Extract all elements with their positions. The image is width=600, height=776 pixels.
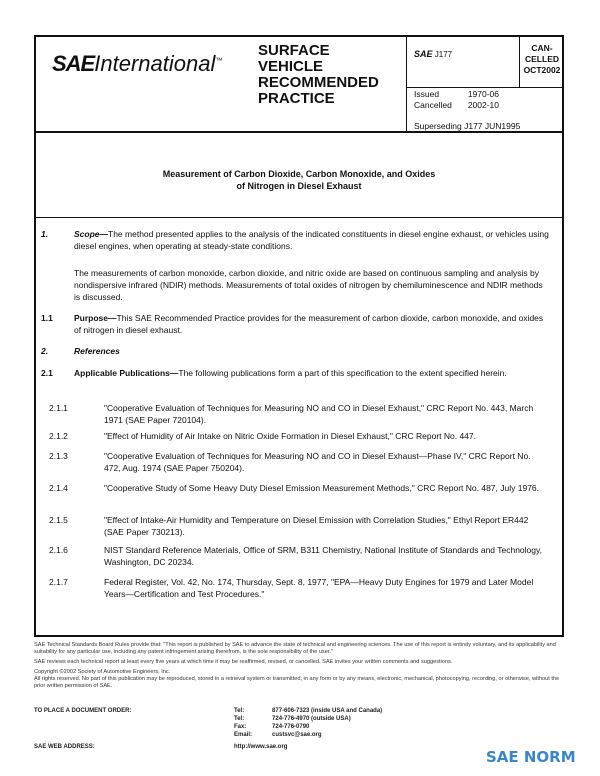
superseding: Superseding J177 JUN1995	[414, 121, 521, 131]
section-text: The method presented applies to the analysis of the indicated constituents in diesel engine exhaust, or vehicles using diesel engines, when operating at steady-state conditions.	[74, 229, 549, 251]
web-link[interactable]: http://www.sae.org	[234, 744, 288, 750]
order-value: 724-776-4970 (outside USA)	[272, 716, 351, 722]
section-number: 2.1.1	[49, 403, 68, 413]
section-text: "Effect of Humidity of Air Intake on Nitric Oxide Formation in Diesel Exhaust," CRC Report No. 447.	[104, 431, 476, 441]
section-number: 2.1.5	[49, 515, 68, 525]
section	[41, 345, 549, 357]
order-label: Email:	[234, 732, 253, 738]
order-contacts	[234, 707, 382, 739]
section-text: "Cooperative Study of Some Heavy Duty Diesel Emission Measurement Methods," CRC Report No. 487, July 1976.	[104, 483, 540, 493]
order-label: Tel:	[234, 708, 245, 714]
section	[41, 228, 549, 252]
section	[49, 544, 549, 568]
section	[49, 402, 549, 426]
footer: SAE Technical Standards Board Rules provide that: "This report is published by SAE to advance the state of technical and engineering sciences. The use of this report is entirely voluntary, and its applicability and suitability for any particular use, including any patent infringement arising therefrom, is the sole responsibility of the user." SAE reviews each technical report at least every five years at which time it may be reaffirmed, revised, or cancelled. SAE invites your written comments and suggestions. Copyright ©2002 Society of Automotive Engineers, Inc. All rights reserved. No part of this publication may be reproduced, stored in a retrieval system or transmitted, in any form or by any means, electronic, mechanical, photocopying, recording, or otherwise, without the prior written permission of SAE.	[34, 642, 560, 689]
section-text: This SAE Recommended Practice provides for the measurement of carbon dioxide, carbon monoxide, and oxides of nitrogen in diesel exhaust.	[74, 313, 544, 335]
sae-logo: SAEInternational™	[52, 51, 223, 76]
section-heading: Purpose—	[74, 313, 117, 323]
section-heading: Scope—	[74, 229, 109, 239]
section-number: 2.1	[41, 368, 53, 378]
section-text: Federal Register, Vol. 42, No. 174, Thursday, Sept. 8, 1977, "EPA—Heavy Duty Engines for 1979 and Later Model Years—Certification and Test Procedures."	[104, 577, 534, 599]
section-heading: References	[74, 346, 120, 356]
section	[41, 312, 549, 336]
section-number: 2.1.3	[49, 451, 68, 461]
order-value: 724-776-0790	[272, 724, 310, 730]
sae-norm-watermark: SAE NORM	[486, 748, 576, 766]
section	[49, 514, 549, 538]
section-text: NIST Standard Reference Materials, Office of SRM, B311 Chemistry, National Institute of Standards and Technology, Washington, DC 20234.	[104, 545, 542, 567]
section-number: 2.1.4	[49, 483, 68, 493]
section-text: The measurements of carbon monoxide, carbon dioxide, and nitric oxide are based on continuous sampling and analysis by nondispersive infrared (NDIR) methods. Measurements of total oxides of nitrogen by chemiluminescence and NDIR methods is discussed.	[74, 268, 543, 302]
status-badge: CAN- CELLED OCT2002	[523, 43, 561, 75]
section	[49, 430, 549, 442]
order-label-heading: TO PLACE A DOCUMENT ORDER:	[34, 708, 132, 714]
order-label: Tel:	[234, 716, 245, 722]
section-number: 2.	[41, 346, 49, 356]
section-text: "Cooperative Evaluation of Techniques for Measuring NO and CO in Diesel Exhaust—Phase IV," CRC Report No. 472, Aug. 1974 (SAE Paper 750204).	[104, 451, 531, 473]
section	[41, 367, 549, 379]
section-text: "Cooperative Evaluation of Techniques for Measuring NO and CO in Diesel Exhaust," CRC Report No. 443, March 1971 (SAE Paper 720104).	[104, 403, 534, 425]
order-value: 877-606-7323 (inside USA and Canada)	[272, 708, 383, 714]
section	[49, 482, 549, 494]
web-address-label: SAE WEB ADDRESS:	[34, 744, 95, 750]
content-box	[34, 132, 564, 637]
section-number: 2.1.2	[49, 431, 68, 441]
order-label: Fax:	[234, 724, 247, 730]
order-value: custsvc@sae.org	[272, 732, 322, 738]
header-box	[34, 35, 564, 133]
section-text: "Effect of Intake-Air Humidity and Temperature on Diesel Emission with Correlation Studies," Ethyl Report ER442 (SAE Paper 730213).	[104, 515, 529, 537]
section-text: The following publications form a part of this specification to the extent specified herein.	[178, 368, 507, 378]
section-number: 1.1	[41, 313, 53, 323]
section	[74, 267, 549, 303]
doc-title: Measurement of Carbon Dioxide, Carbon Monoxide, and Oxides of Nitrogen in Diesel Exhaust	[162, 169, 436, 191]
doc-number: SAE J177	[414, 49, 453, 59]
section-number: 2.1.7	[49, 577, 68, 587]
doc-type: SURFACE VEHICLE RECOMMENDED PRACTICE	[258, 42, 379, 107]
section	[49, 450, 549, 474]
section	[49, 576, 549, 600]
section-number: 1.	[41, 229, 49, 239]
section-heading: Applicable Publications—	[74, 368, 179, 378]
section-number: 2.1.6	[49, 545, 68, 555]
dates: Issued 1970-06 Cancelled 2002-10	[414, 89, 500, 110]
